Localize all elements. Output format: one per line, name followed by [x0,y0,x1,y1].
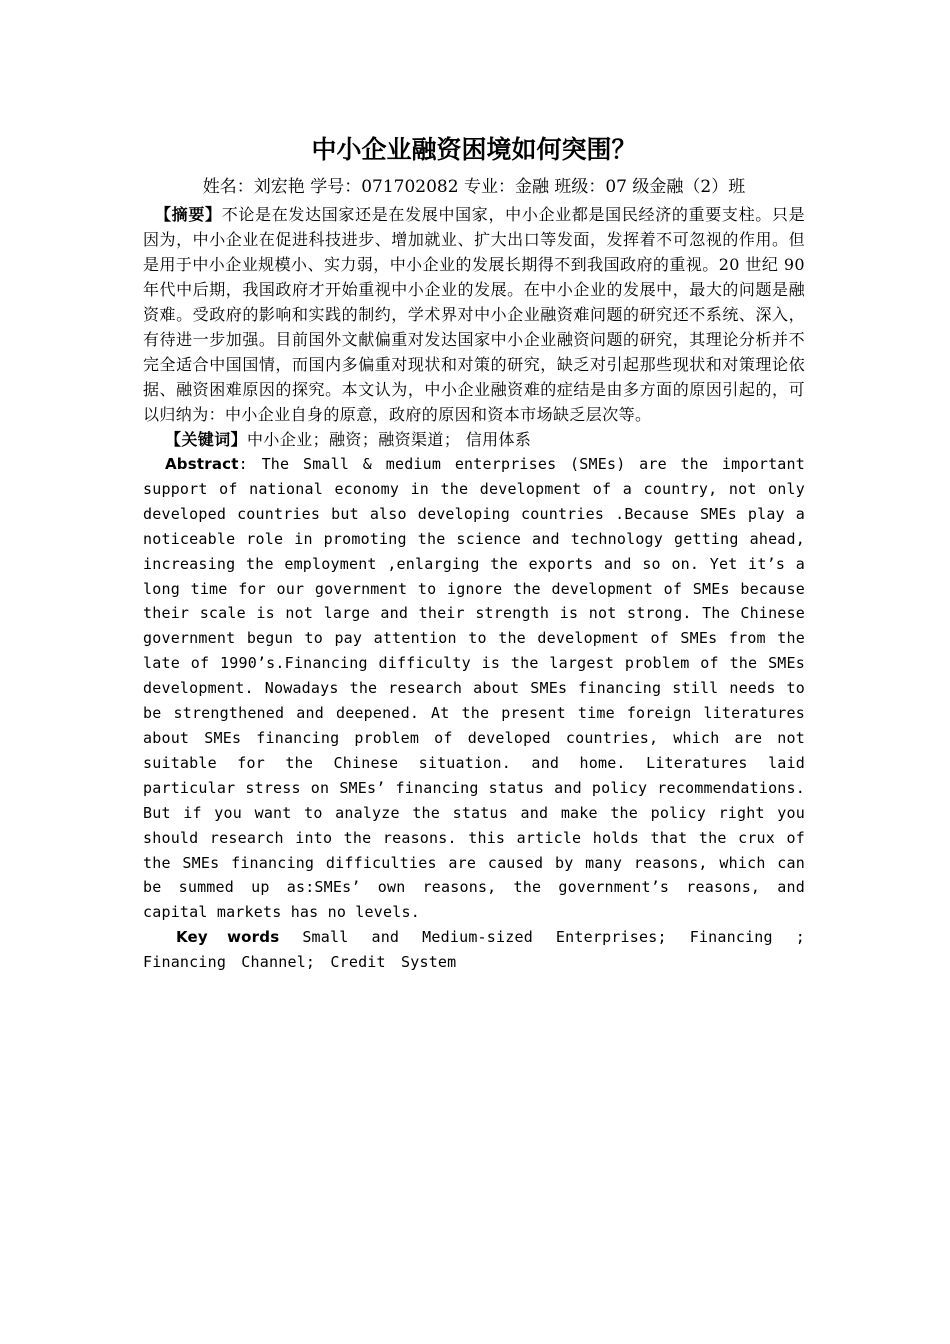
document-page [143,128,805,975]
document-title: 中小企业融资困境如何突围？ [311,135,637,164]
english-keywords [143,925,805,975]
chinese-keywords-label: 【关键词】 [165,430,248,449]
chinese-abstract-text: 不论是在发达国家还是在发展中国家，中小企业都是国民经济的重要支柱。只是因为，中小企业在促进科技进步、增加就业、扩大出口等发面，发挥着不可忽视的作用。但是用于中小企业规模小、实力弱，中小企业的发展长期得不到我国政府的重视。20 世纪 90 年代中后期，我国政府才开始重视中小企业的发展。在中小企业的发展中，最大的问题是融资难。受政府的影响和实践的制约，学术界对中小企业融资难问题的研究还不系统、深入，有待进一步加强。目前国外文献偏重对发达国家中小企业融资问题的研究，其理论分析并不完全适合中国国情，而国内多偏重对现状和对策的研究，缺乏对引起那些现状和对策理论依据、融资困难原因的探究。本文认为，中小企业融资难的症结是由多方面的原因引起的，可以归纳为：中小企业自身的原意，政府的原因和资本市场缺乏层次等。 [143,205,805,424]
english-keywords-label: Key words [176,928,280,947]
chinese-abstract [143,202,805,427]
english-keywords-text: Small and Medium-sized Enterprises; Financing ; Financing Channel; Credit System [143,928,805,972]
chinese-abstract-label: 【摘要】 [155,205,222,224]
english-abstract-text: : The Small & medium enterprises (SMEs) are the important support of national economy in the development of a country, not only developed countries but also developing countries .Because SMEs play a noticeable role in promoting the science and technology getting ahead, increasing the employment ,enlarging the exports and so on. Yet it’s a long time for our government to ignore the development of SMEs because their scale is not large and their strength is not strong. The Chinese government begun to pay attention to the development of SMEs from the late of 1990’s.Financing difficulty is the largest problem of the SMEs development. Nowadays the research about SMEs financing still needs to be strengthened and deepened. At the present time foreign literatures about SMEs financing problem of developed countries, which are not suitable for the Chinese situation. and home. Literatures laid particular stress on SMEs’ financing status and policy recommendations. But if you want to analyze the status and make the policy right you should research into the reasons. this article holds that the crux of the SMEs financing difficulties are caused by many reasons, which can be summed up as:SMEs’ own reasons, the government’s reasons, and capital markets has no levels. [143,455,805,922]
english-abstract [143,452,805,925]
author-info: 姓名：刘宏艳 学号：071702082 专业：金融 班级：07 级金融（2）班 [202,177,746,197]
chinese-keywords-text: 中小企业；融资；融资渠道； 信用体系 [247,430,532,449]
english-abstract-label: Abstract [165,455,239,473]
chinese-keywords [143,427,805,452]
